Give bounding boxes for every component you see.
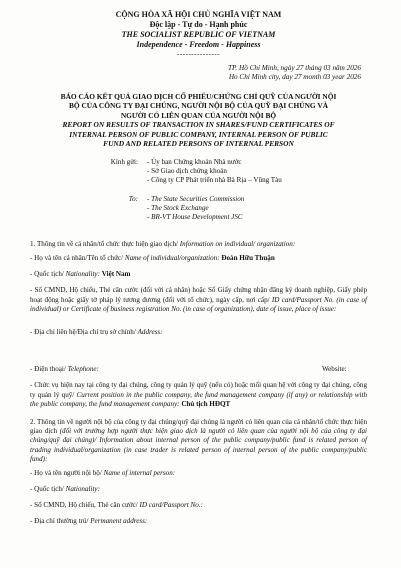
motto-en: Independence - Freedom - Happiness [136,40,261,49]
date-vn: TP. Hồ Chí Minh, ngày 27 tháng 03 năm 2026 [227,64,361,72]
address-row: - Địa chỉ liên hệ/Địa chỉ trụ sở chính/ Address: [30,328,163,337]
position-row: - Chức vụ hiện nay tại công ty đại chúng, công ty quản lý quỹ (nếu có) hoặc mối quan hệ với công ty đại chúng, công ty quản lý quỹ/ Current position in the public company, the fund management company (if any) or relationship with the public company, the fund management company: Chủ tịch HĐQT [30,381,368,408]
recipients-label-vn: Kính gửi: [110,157,138,166]
title-vn-line-2: BỘ CỦA CÔNG TY ĐẠI CHÚNG, NGƯỜI NỘI BỘ CỦA QUỸ ĐẠI CHÚNG VÀ [68,101,329,111]
date-en: Ho Chi Minh city, day 27 month 03 year 2026 [228,73,361,82]
recipient-item: - The Stock Exchange [147,204,209,213]
date-line [30,64,367,83]
nationality-value: Việt Nam [101,270,131,279]
recipient-item: - The State Securities Commission [147,194,245,203]
internal-person-id-row: - Số CMND, Hộ chiếu, Thẻ căn cước/ ID card/Passport No.: [30,501,203,510]
title-vn-line-1: BÁO CÁO KẾT QUẢ GIAO DỊCH CỔ PHIẾU/CHỨNG CHỈ QUỸ CỦA NGƯỜI NỘI [60,91,337,101]
title-en-line-1: REPORT ON RESULTS OF TRANSACTION IN SHARES/FUND CERTIFICATES OF [62,120,335,130]
country-name-en: THE SOCIALIST REPUBLIC OF VIETNAM [121,30,276,39]
recipients-list-vn [147,158,282,186]
report-title [30,92,367,149]
phone-row: - Điện thoại/ Telephone: Website: [30,365,347,374]
recipient-item: - Công ty CP Phát triển nhà Bà Rịa – Vũng Tàu [147,176,282,185]
section1-heading: 1. Thông tin về cá nhân/tổ chức thực hiện giao dịch/ Information on individual/ organization: [30,239,296,248]
country-name-vn: CỘNG HÒA XÃ HỘI CHỦ NGHĨA VIỆT NAM [115,10,282,19]
title-vn-line-3: NGƯỜI CÓ LIÊN QUAN CỦA NGƯỜI NỘI BỘ [120,110,277,120]
individual-name-value: Đoàn Hữu Thuận [221,254,275,263]
section2-heading: 2. Thông tin về người nội bộ của công ty đại chúng/quỹ đại chúng là người có liên quan của cá nhân/tổ chức thực hiện giao dịch (đối với trường hợp người thực hiện giao dịch là người có liên quan của người nội bộ của công ty đại chúng/quỹ đại chúng)/ Information about internal person of the public company/public fund is related person of trading individual/organization (in case trader is related person of internal person of the public company/public fund): [30,418,367,463]
recipient-item: - BR-VT House Development JSC [147,213,243,222]
internal-person-address-row: - Địa chỉ thường trú/ Permanent address: [30,516,148,525]
header-divider: --------------- [177,50,220,58]
recipients-list-en [147,195,244,223]
recipient-item: - Sở Giao dịch chứng khoán [147,167,227,176]
nationality-row: - Quốc tịch/ Nationality: Việt Nam [30,270,131,279]
recipients-label-en: To: [128,194,138,203]
internal-person-name-row: - Họ và tên người nội bộ/ Name of internal person: [30,469,176,478]
individual-name-row: - Họ và tên cá nhân/Tên tổ chức/ Name of individual/organization: Đoàn Hữu Thuận [30,254,275,263]
title-en-line-3: FUND AND RELATED PERSONS OF INTERNAL PERSON [103,139,294,149]
website-label: Website: [322,365,347,374]
recipient-item: - Ủy ban Chứng khoán Nhà nước [147,157,242,166]
motto-vn: Độc lập - Tự do - Hạnh phúc [149,20,248,29]
title-en-line-2: INTERNAL PERSON OF PUBLIC COMPANY, INTERNAL PERSON OF PUBLIC [69,129,328,139]
position-value: Chủ tịch HĐQT [181,399,231,408]
id-document-row: - Số CMND, Hộ chiếu, Thẻ căn cước (đối với cá nhân) hoặc Số Giấy chứng nhận đăng ký doanh nghiệp, Giấy phép hoạt động hoặc giấy tờ pháp lý tương đương (đối với tổ chức), ngày cấp, nơi cấp/ ID card/Passport No. (in case of individual) or Certificate of business registration No. (in case of organization), date of issue, place of issue: [30,286,368,313]
internal-person-nationality-row: - Quốc tịch/ Nationality: [30,485,100,494]
recipients-block [30,158,367,236]
